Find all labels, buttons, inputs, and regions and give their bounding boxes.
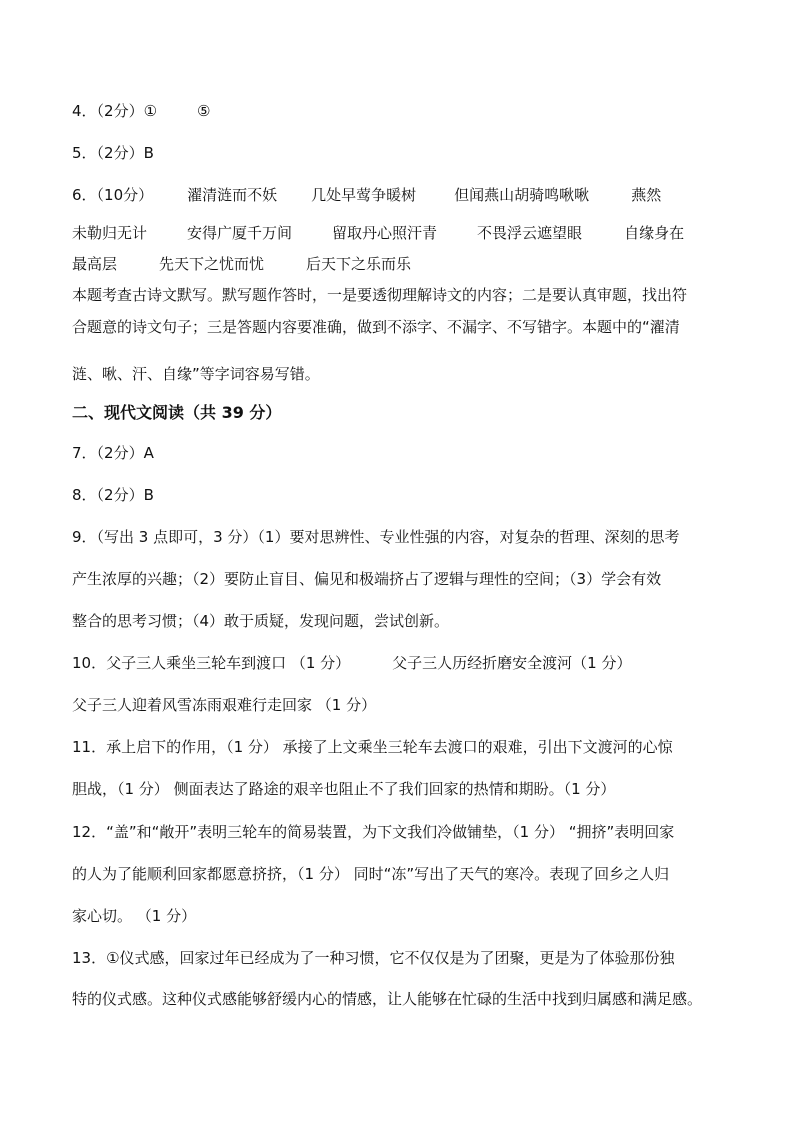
answer-q5 <box>72 143 154 163</box>
explanation-line: 合题意的诗文句子；三是答题内容要准确，做到不添字、不漏字、不写错字。本题中的“濯清 <box>72 318 680 336</box>
explanation-line: 本题考查古诗文默写。默写题作答时，一是要透彻理解诗文的内容；二是要认真审题，找出符 <box>72 286 688 304</box>
answer-q8 <box>72 485 154 505</box>
answer-q12-line2: 的人为了能顺利回家都愿意挤挤，（1 分） 同时“冻”写出了天气的寒冷。表现了回乡之人归 <box>72 865 670 883</box>
question-score: （10分） <box>96 186 154 204</box>
answer-q4 <box>72 101 211 121</box>
answer-q10-line1 <box>72 653 632 673</box>
answer-q9-line2: 产生浓厚的兴趣；（2）要防止盲目、偏见和极端挤占了逻辑与理性的空间；（3）学会有效 <box>72 570 662 588</box>
answer-q12-line1: 12．“盖”和“敞开”表明三轮车的简易装置，为下文我们冷做铺垫，（1 分） “拥挤”表明回家 <box>72 823 675 841</box>
question-number: 7． <box>72 444 97 462</box>
answer-choice: ⑤ <box>197 102 211 120</box>
answer-text: 10．父子三人乘坐三轮车到渡口 （1 分） <box>72 654 351 672</box>
poem-line: 不畏浮云遮望眼 <box>477 224 583 242</box>
answer-choice: A <box>143 444 154 462</box>
poem-line: 但闻燕山胡骑鸣啾啾 <box>454 186 590 204</box>
poem-line: 燕然 <box>631 186 662 204</box>
poem-line: 自缘身在 <box>624 224 685 242</box>
answer-choice: ① <box>143 102 158 120</box>
answer-text: 父子三人历经折磨安全渡河（1 分） <box>392 654 632 672</box>
question-score: （2分） <box>96 144 144 162</box>
poem-line: 最高层 <box>72 255 118 273</box>
question-number: 6． <box>72 186 97 204</box>
answer-q11-line2: 胆战，（1 分） 侧面表达了路途的艰辛也阻止不了我们回家的热情和期盼。（1 分） <box>72 780 616 798</box>
answer-q7 <box>72 443 154 463</box>
answer-page <box>72 0 732 1123</box>
question-number: 4． <box>72 102 97 120</box>
answer-choice: B <box>143 144 154 162</box>
answer-q6-line3 <box>72 254 411 274</box>
poem-line: 留取丹心照汗青 <box>332 224 438 242</box>
answer-q6-line2 <box>72 223 684 243</box>
answer-q10-line2: 父子三人迎着风雪冻雨艰难行走回家 （1 分） <box>72 696 377 714</box>
poem-line: 安得广厦千万间 <box>187 224 293 242</box>
question-score: （2分） <box>96 444 144 462</box>
answer-q9-line3: 整合的思考习惯；（4）敢于质疑，发现问题，尝试创新。 <box>72 612 450 630</box>
answer-q13-line2: 特的仪式感。这种仪式感能够舒缓内心的情感，让人能够在忙碌的生活中找到归属感和满足感。 <box>72 990 703 1008</box>
answer-q13-line1: 13．①仪式感，回家过年已经成为了一种习惯，它不仅仅是为了团聚，更是为了体验那份独 <box>72 949 675 967</box>
answer-choice: B <box>143 486 154 504</box>
poem-line: 后天下之乐而乐 <box>306 255 412 273</box>
question-score: （2分） <box>96 102 144 120</box>
answer-q9-line1: 9．（写出 3 点即可，3 分）（1）要对思辨性、专业性强的内容，对复杂的哲理、深刻的思考 <box>72 528 680 546</box>
question-number: 5． <box>72 144 97 162</box>
poem-line: 未勒归无计 <box>72 224 148 242</box>
answer-q11-line1: 11．承上启下的作用，（1 分） 承接了上文乘坐三轮车去渡口的艰难，引出下文渡河的心惊 <box>72 738 673 756</box>
section-heading: 二、现代文阅读（共 39 分） <box>72 403 282 422</box>
poem-line: 几处早莺争暖树 <box>311 186 417 204</box>
answer-q12-line3: 家心切。 （1 分） <box>72 907 197 925</box>
question-score: （2分） <box>96 486 144 504</box>
poem-line: 先天下之忧而忧 <box>159 255 265 273</box>
question-number: 8． <box>72 486 97 504</box>
explanation-line: 涟、啾、汗、自缘”等字词容易写错。 <box>72 365 320 383</box>
answer-q6-line1 <box>72 185 661 205</box>
poem-line: 濯清涟而不妖 <box>187 186 278 204</box>
